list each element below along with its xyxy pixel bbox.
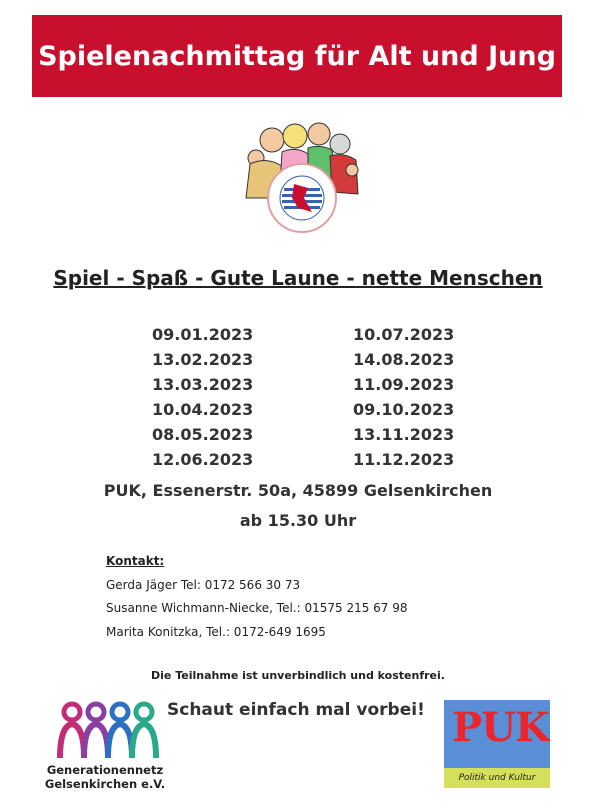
date-entry: 13.03.2023 [152,375,254,394]
free-note: Die Teilnahme ist unverbindlich und kostenfrei. [151,669,445,682]
venue-address: PUK, Essenerstr. 50a, 45899 Gelsenkirchen [103,481,493,500]
contact-line: Susanne Wichmann-Niecke, Tel.: 01575 215 67 98 [106,601,408,615]
date-entry: 14.08.2023 [353,350,455,369]
date-entry: 13.11.2023 [353,425,455,444]
start-time: ab 15.30 Uhr [239,511,357,530]
date-entry: 13.02.2023 [152,350,254,369]
date-entry: 11.12.2023 [353,450,455,469]
contact-line: Gerda Jäger Tel: 0172 566 30 73 [106,577,301,592]
title-banner [32,15,562,97]
dates-column-right [353,322,454,472]
puk-logo [444,700,550,788]
date-entry: 09.10.2023 [353,400,455,419]
contact-heading: Kontakt: [106,554,165,568]
family-logo [242,118,366,244]
people-figures-icon [40,700,170,762]
date-entry: 08.05.2023 [152,425,254,444]
puk-logo-text: PUK [452,704,549,751]
date-entry: 11.09.2023 [353,375,455,394]
dates-column-left [152,322,253,472]
invite-text: Schaut einfach mal vorbei! [167,700,425,720]
generationennetz-name: Generationennetz Gelsenkirchen e.V. [44,763,166,791]
contact-line: Marita Konitzka, Tel.: 0172-649 1695 [106,624,326,639]
page-title: Spielenachmittag für Alt und Jung [38,40,556,72]
puk-tagline: Politik und Kultur [444,768,550,788]
date-entry: 12.06.2023 [152,450,254,469]
date-entry: 09.01.2023 [152,325,254,344]
date-entry: 10.04.2023 [152,400,254,419]
subtitle: Spiel - Spaß - Gute Laune - nette Menschen [53,266,543,290]
date-entry: 10.07.2023 [353,325,455,344]
family-illustration [242,118,366,244]
contact-block [106,550,408,644]
